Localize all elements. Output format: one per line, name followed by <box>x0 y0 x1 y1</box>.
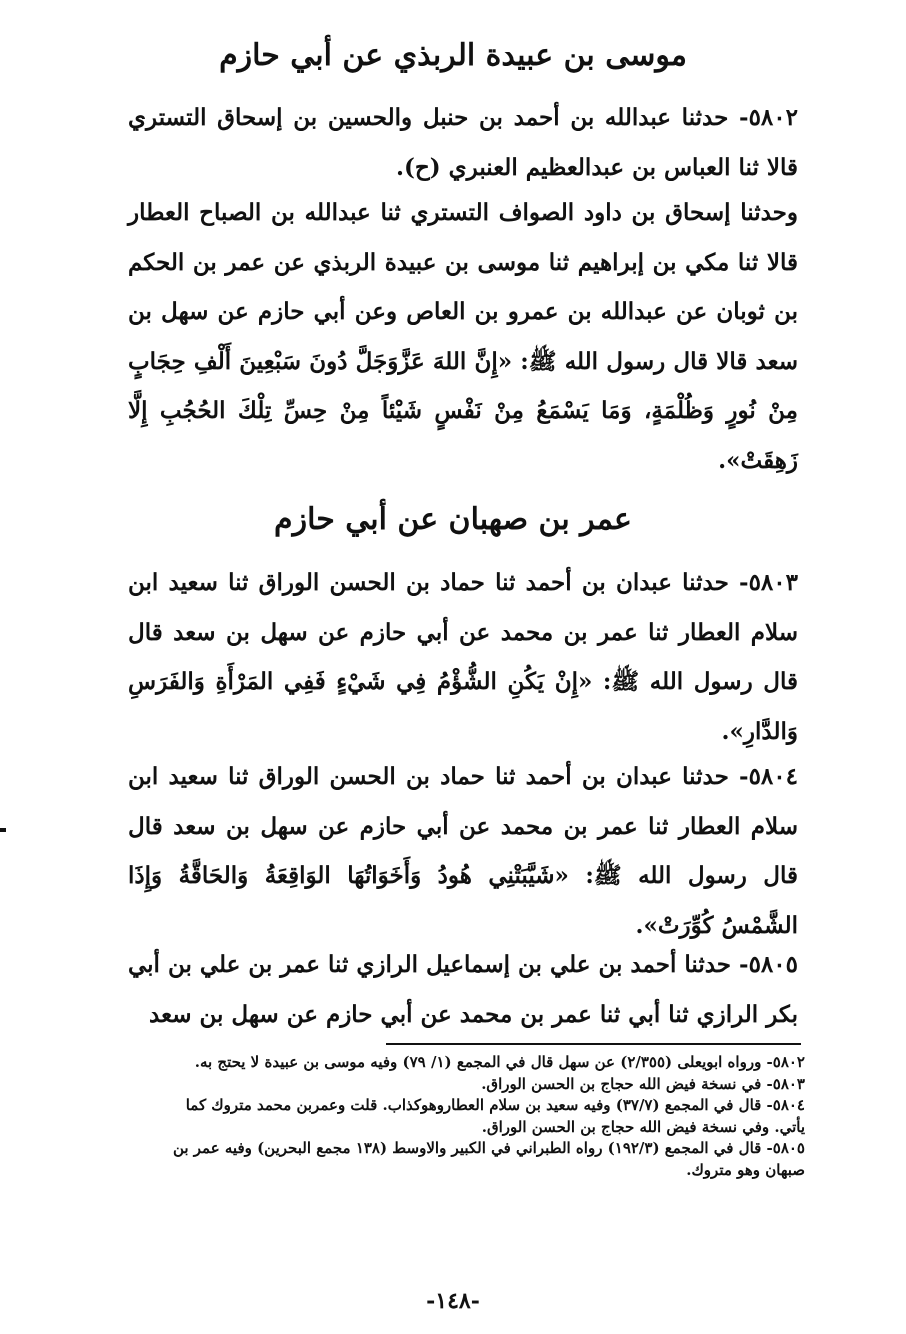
section-heading-1: موسى بن عبيدة الربذي عن أبي حازم <box>219 38 687 73</box>
hadith-text: حدثنا عبدان بن أحمد ثنا حماد بن الحسن الوراق ثنا سعيد ابن سلام العطار ثنا عمر بن محمد عن أبي حازم عن سهل بن سعد قال قال رسول الله ﷺ: «إِنْ يَكُنِ الشُّؤْمُ فِي شَيْءٍ فَفِي المَرْأَةِ وَالفَرَسِ وَالدَّارِ». <box>128 569 798 745</box>
footnote-5805: ٥٨٠٥- قال في المجمع (١٩٢/٣) رواه الطبراني في الكبير والاوسط (١٣٨ مجمع البحرين) وفيه عمر بن صبهان وهو متروك. <box>172 1139 805 1179</box>
footnote-5803: ٥٨٠٣- في نسخة فيض الله حجاج بن الحسن الوراق. <box>481 1074 805 1093</box>
footnotes <box>160 1052 805 1182</box>
hadith-text: وحدثنا إسحاق بن داود الصواف التستري ثنا عبدالله بن الصباح العطار قالا ثنا مكي بن إبراهيم ثنا موسى بن عبيدة الربذي عن عمر بن الحكم بن ثوبان عن عبدالله بن عمرو بن العاص وعن أبي حازم عن سهل بن سعد قالا قال رسول الله ﷺ: «إِنَّ اللهَ عَزَّوَجَلَّ دُونَ سَبْعِينَ أَلْفِ حِجَابٍ مِنْ نُورٍ وَظُلْمَةٍ، وَمَا يَسْمَعُ مِنْ نَفْسٍ شَيْئاً مِنْ حِسِّ تِلْكَ الحُجُبِ إِلَّا زَهِقَتْ». <box>128 199 798 474</box>
hadith-text: حدثنا عبدان بن أحمد ثنا حماد بن الحسن الوراق ثنا سعيد ابن سلام العطار ثنا عمر بن محمد عن أبي حازم عن سهل بن سعد قال قال رسول الله ﷺ: «شَيَّبَتْنِي هُودُ وَأَخَوَاتُهَا الوَاقِعَةُ وَالحَاقَّةُ وَإِذَا الشَّمْسُ كُوِّرَتْ». <box>128 763 798 939</box>
hadith-number: ٥٨٠٤- <box>739 763 798 790</box>
hadith-5802 <box>128 93 798 192</box>
hadith-text: حدثنا عبدالله بن أحمد بن حنبل والحسين بن إسحاق التستري قالا ثنا العباس بن عبدالعظيم العنبري (ح). <box>128 104 798 181</box>
hadith-number: ٥٨٠٣- <box>739 569 798 596</box>
footnote-5802: ٥٨٠٢- ورواه ابويعلى (٢/٣٥٥) عن سهل قال في المجمع (١/ ٧٩) وفيه موسى بن عبيدة لا يحتج به. <box>194 1053 805 1071</box>
hadith-5803 <box>128 558 798 756</box>
hadith-text: حدثنا أحمد بن علي بن إسماعيل الرازي ثنا عمر بن علي بن أبي بكر الرازي ثنا أبي ثنا عمر بن محمد عن أبي حازم عن سهل بن سعد <box>127 951 798 1028</box>
hadith-5802-continued <box>128 188 798 485</box>
hadith-number: ٥٨٠٢- <box>739 104 798 131</box>
hadith-5805 <box>128 940 798 1039</box>
hadith-number: ٥٨٠٥- <box>739 951 798 978</box>
hadith-5804 <box>128 752 798 950</box>
page-number: -١٤٨- <box>426 1288 480 1314</box>
section-heading-2: عمر بن صهبان عن أبي حازم <box>274 502 632 537</box>
footnote-divider <box>386 1043 801 1045</box>
margin-mark <box>0 828 6 832</box>
footnote-5804: ٥٨٠٤- قال في المجمع (٣٧/٧) وفيه سعيد بن سلام العطاروهوكذاب. قلت وعمربن محمد متروك كما يأتي. وفي نسخة فيض الله حجاج بن الحسن الوراق. <box>185 1096 805 1136</box>
